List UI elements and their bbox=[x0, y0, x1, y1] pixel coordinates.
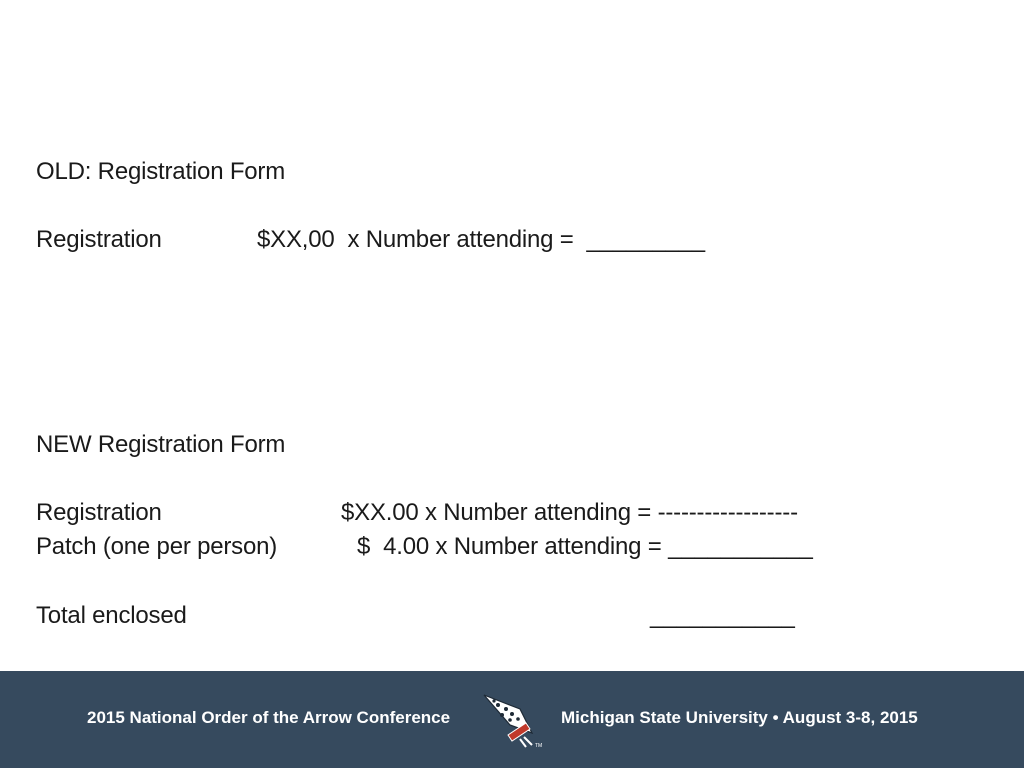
old-form-heading: OLD: Registration Form bbox=[36, 158, 286, 185]
patch-formula: $ 4.00 x Number attending = ___________ bbox=[357, 533, 813, 560]
footer-banner bbox=[0, 671, 1024, 768]
total-blank: ___________ bbox=[650, 602, 795, 629]
venue-and-dates: Michigan State University • August 3-8, 2015 bbox=[561, 708, 918, 727]
new-registration-label: Registration bbox=[36, 499, 162, 526]
new-form-heading: NEW Registration Form bbox=[36, 431, 286, 458]
patch-label: Patch (one per person) bbox=[36, 533, 278, 560]
trademark-mark: TM bbox=[535, 743, 543, 749]
new-registration-formula: $XX.00 x Number attending = ------------------ bbox=[341, 499, 798, 526]
total-label: Total enclosed bbox=[36, 602, 187, 629]
old-registration-formula: $XX,00 x Number attending = _________ bbox=[257, 226, 705, 253]
old-registration-label: Registration bbox=[36, 226, 162, 253]
arrowhead-logo-icon bbox=[480, 689, 546, 749]
conference-name: 2015 National Order of the Arrow Conference bbox=[87, 708, 451, 727]
